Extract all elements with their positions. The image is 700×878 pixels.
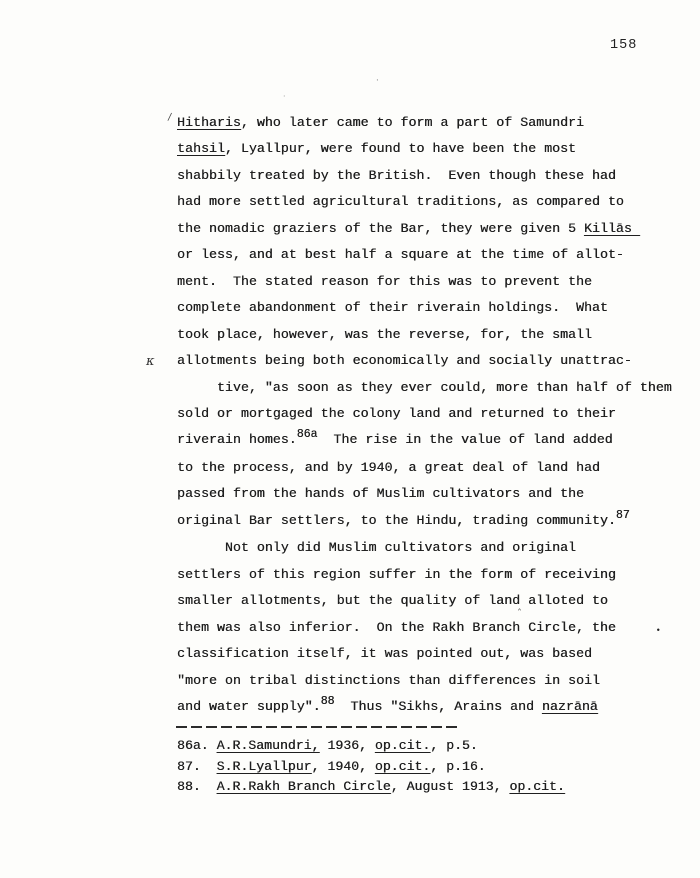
footnote-reference: 87 (615, 508, 630, 522)
footnote-number: 86a. (177, 738, 217, 753)
op-cit: op.cit. (374, 738, 431, 753)
footnote-number: 87. (177, 758, 217, 774)
text-line (177, 694, 672, 721)
scan-speck: · (376, 76, 379, 86)
text-line: classification itself, it was pointed out, was based (177, 646, 592, 662)
footnote-number: 88. (177, 779, 217, 795)
text-line: settlers of this region suffer in the form of receiving (177, 566, 616, 582)
text-line: took place, however, was the reverse, for, the small (177, 326, 592, 342)
scan-speck: · (283, 92, 286, 101)
footnote-line (177, 757, 565, 778)
text-line (177, 110, 672, 136)
text-line: sold or mortgaged the colony land and returned to their (177, 405, 616, 421)
text-line: had more settled agricultural traditions, as compared to (177, 194, 624, 210)
page-number: 158 (610, 38, 638, 53)
text-line (177, 136, 672, 162)
pencil-caret-mark: ˆ (517, 609, 522, 620)
citation-title: A.R.Rakh Branch Circle (216, 779, 391, 795)
text-segment: , who later came to form a part of Samundri (240, 115, 584, 130)
text-segment: , 1940, (311, 758, 375, 774)
underlined-term: Hitharis (177, 115, 241, 130)
text-line: shabbily treated by the British. Even though these had (177, 167, 616, 183)
text-segment: , p.5. (430, 738, 478, 753)
text-line: smaller allotments, but the quality of land alloted to (177, 593, 608, 609)
footnotes (177, 736, 565, 798)
footnote-line (177, 736, 565, 757)
text-line: "more on tribal distinctions than differences in soil (177, 672, 600, 688)
text-line: them was also inferior. On the Rakh Branch Circle, the (177, 619, 616, 635)
footnote-reference: 88 (320, 694, 335, 708)
text-segment: original Bar settlers, to the Hindu, trading community. (177, 512, 616, 528)
op-cit: op.cit. (509, 779, 565, 795)
text-segment: riverain homes. (177, 432, 297, 448)
text-segment: The rise in the value of land added (317, 432, 613, 448)
pencil-insertion-mark: κ (146, 354, 155, 369)
text-segment: , August 1913, (390, 779, 510, 795)
stray-dot-mark: . (656, 620, 661, 635)
text-line (177, 508, 672, 535)
text-line: to the process, and by 1940, a great deal of land had (177, 459, 600, 475)
text-line (177, 216, 672, 242)
pencil-tick-mark: ∕ (167, 111, 173, 124)
text-segment: 1936, (319, 738, 375, 753)
underlined-term: tahsil (177, 141, 225, 157)
text-line (177, 427, 672, 454)
text-line: passed from the hands of Muslim cultivators and the (177, 486, 584, 502)
citation-title: S.R.Lyallpur (216, 758, 312, 774)
citation-title: A.R.Samundri, (216, 738, 320, 753)
text-line: complete abandonment of their riverain holdings. What (177, 300, 608, 316)
text-line: tive, "as soon as they ever could, more than half of them (177, 379, 672, 395)
text-segment: , Lyallpur, were found to have been the most (224, 141, 576, 157)
underlined-term: Killās (583, 220, 640, 236)
text-line: Not only did Muslim cultivators and original (177, 540, 576, 556)
body-text (177, 110, 672, 721)
text-line: or less, and at best half a square at the time of allot- (177, 247, 624, 263)
footnote-reference: 86a (296, 428, 318, 442)
footnote-separator (176, 726, 458, 728)
text-segment: the nomadic graziers of the Bar, they were given 5 (177, 220, 584, 236)
underlined-term: nazrānā (541, 698, 598, 714)
text-line: allotments being both economically and socially unattrac- (177, 353, 632, 369)
text-segment: Thus "Sikhs, Arains and (334, 698, 542, 714)
op-cit: op.cit. (374, 758, 431, 774)
text-line: ment. The stated reason for this was to prevent the (177, 273, 592, 289)
footnote-line (177, 777, 565, 798)
text-segment: and water supply". (177, 698, 321, 714)
text-segment: , p.16. (430, 758, 486, 774)
